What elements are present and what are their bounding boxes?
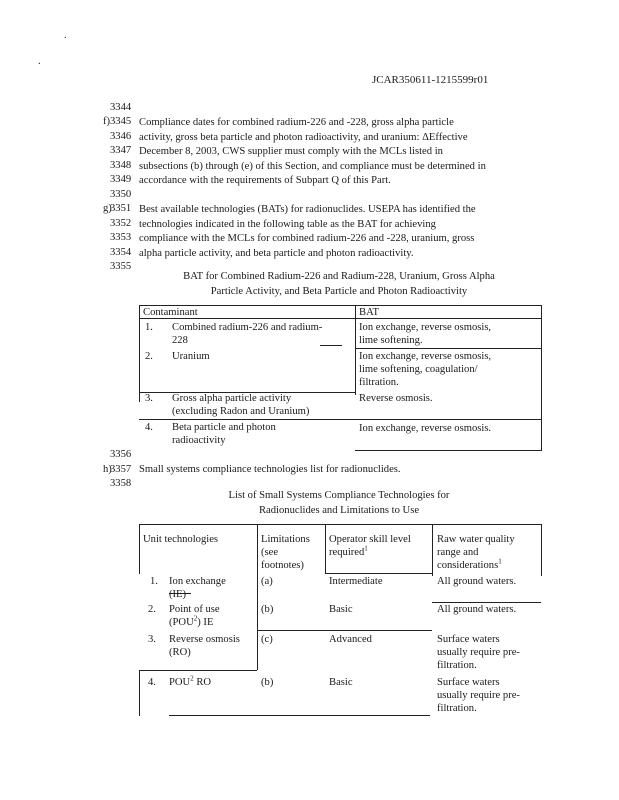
- column-header-bat: BAT: [359, 307, 380, 318]
- bat-cell: Reverse osmosis.: [359, 393, 433, 404]
- table-rule: [139, 670, 140, 716]
- line-number: 3356: [110, 449, 132, 460]
- table-rule: [139, 524, 541, 525]
- raw-water-cell: Surface waters usually require pre- filtration.: [437, 677, 520, 715]
- small-table-caption: [139, 489, 539, 519]
- table-rule: [320, 345, 342, 346]
- caption-line: BAT for Combined Radium-226 and Radium-228, Uranium, Gross Alpha: [183, 271, 495, 282]
- operator-skill-cell: Basic: [329, 604, 353, 615]
- bat-cell: Ion exchange, reverse osmosis.: [359, 423, 492, 434]
- table-rule: [257, 524, 258, 670]
- caption-line: List of Small Systems Compliance Technologies for: [228, 490, 450, 501]
- operator-skill-cell: Advanced: [329, 634, 372, 645]
- raw-water-cell: Surface waters usually require pre- filtration.: [437, 634, 520, 672]
- row-number: 3.: [148, 634, 156, 645]
- column-header-limitations: Limitations (see footnotes): [261, 534, 310, 572]
- table-rule: [139, 305, 140, 402]
- limitation-cell: (c): [261, 634, 273, 645]
- limitation-cell: (b): [261, 604, 274, 615]
- section-h-text: Small systems compliance technologies list for radionuclides.: [139, 464, 401, 475]
- row-number: 1.: [150, 576, 158, 587]
- table-rule: [139, 318, 541, 319]
- line-number: 3348: [110, 160, 132, 171]
- text-line: accordance with the requirements of Subpart Q of this Part.: [139, 175, 391, 187]
- section-g-label: g): [103, 203, 112, 214]
- table-rule: [355, 348, 541, 349]
- table-rule: [541, 524, 542, 576]
- row-number: 3.: [145, 393, 153, 404]
- section-f-label: f): [103, 116, 111, 127]
- text-line: Compliance dates for combined radium-226 and -228, gross alpha particle: [139, 117, 454, 128]
- text-line: activity, gross beta particle and photon radioactivity, and uranium: ΔEffective: [139, 131, 468, 143]
- line-number: 3355: [110, 261, 132, 272]
- line-number: 3353: [110, 232, 132, 243]
- row-number: 2.: [145, 351, 153, 362]
- table-rule: [139, 419, 541, 420]
- section-h-label: h): [103, 464, 112, 475]
- line-number: 3357: [110, 464, 132, 475]
- column-header-unit-technologies: Unit technologies: [143, 534, 219, 545]
- table-rule: [257, 630, 432, 631]
- table-rule: [325, 524, 326, 574]
- column-header-raw-water: Raw water quality range and considerations$^1$: [437, 534, 515, 572]
- column-header-contaminant: Contaminant: [143, 307, 198, 318]
- operator-skill-cell: Basic: [329, 677, 353, 688]
- column-header-operator-skill: Operator skill level required$^1$: [329, 534, 411, 559]
- bat-table-caption: [139, 270, 539, 300]
- raw-water-cell: All ground waters.: [437, 604, 517, 615]
- limitation-cell: (b): [261, 677, 274, 688]
- table-rule: [139, 305, 541, 306]
- line-number: 3346: [110, 131, 132, 142]
- table-rule: [355, 450, 541, 451]
- contaminant-cell: Gross alpha particle activity (excluding Radon and Uranium): [172, 393, 310, 418]
- table-rule: [139, 524, 140, 574]
- row-number: 1.: [145, 322, 153, 333]
- table-rule: [325, 573, 432, 574]
- line-number: 3349: [110, 174, 132, 185]
- row-number: 4.: [148, 677, 156, 688]
- row-number: 2.: [148, 604, 156, 615]
- unit-technology-cell: POU$^2$ RO: [169, 674, 212, 688]
- contaminant-cell: Uranium: [172, 351, 210, 362]
- text-line: compliance with the MCLs for combined radium-226 and -228, uranium, gross: [139, 233, 475, 245]
- text-line: technologies indicated in the following table as the BAT for achieving: [139, 218, 436, 230]
- bat-cell: Ion exchange, reverse osmosis, lime softening, coagulation/ filtration.: [359, 351, 492, 389]
- section-f-text: [139, 116, 486, 189]
- raw-water-cell: All ground waters.: [437, 576, 517, 587]
- stray-mark: .: [64, 30, 67, 41]
- text-line: subsections (b) through (e) of this Section, and compliance must be determined in: [139, 160, 486, 172]
- table-rule: [169, 715, 430, 716]
- unit-technology-cell: Ion exchange (IE): [169, 576, 226, 601]
- line-number: 3344: [110, 102, 132, 113]
- line-number: 3358: [110, 478, 132, 489]
- bat-cell: Ion exchange, reverse osmosis, lime softening.: [359, 322, 492, 347]
- line-number: 3350: [110, 189, 132, 200]
- section-g-text: [139, 203, 476, 261]
- table-rule: [541, 305, 542, 451]
- table-rule: [139, 670, 257, 671]
- line-number: 3354: [110, 247, 132, 258]
- table-rule: [432, 524, 433, 576]
- caption-line: Radionuclides and Limitations to Use: [258, 504, 420, 516]
- text-line: Best available technologies (BATs) for radionuclides. USEPA has identified the: [139, 204, 476, 215]
- line-number: 3347: [110, 145, 132, 156]
- document-id: JCAR350611-1215599r01: [372, 74, 489, 86]
- unit-technology-cell: Reverse osmosis (RO): [169, 634, 240, 659]
- line-number: 3345: [110, 116, 132, 127]
- line-number: 3352: [110, 218, 132, 229]
- operator-skill-cell: Intermediate: [329, 576, 383, 587]
- text-line: December 8, 2003, CWS supplier must comply with the MCLs listed in: [139, 146, 443, 158]
- row-number: 4.: [145, 422, 153, 433]
- contaminant-cell: Combined radium-226 and radium- 228: [172, 322, 323, 347]
- caption-line: Particle Activity, and Beta Particle and Photon Radioactivity: [210, 285, 468, 297]
- unit-technology-cell: Point of use (POU$^2$) IE: [169, 604, 220, 629]
- line-number: 3351: [110, 203, 132, 214]
- limitation-cell: (a): [261, 576, 273, 587]
- text-line: alpha particle activity, and beta particle and photon radioactivity.: [139, 247, 414, 259]
- contaminant-cell: Beta particle and photon radioactivity: [172, 422, 276, 447]
- stray-mark: .: [38, 56, 41, 67]
